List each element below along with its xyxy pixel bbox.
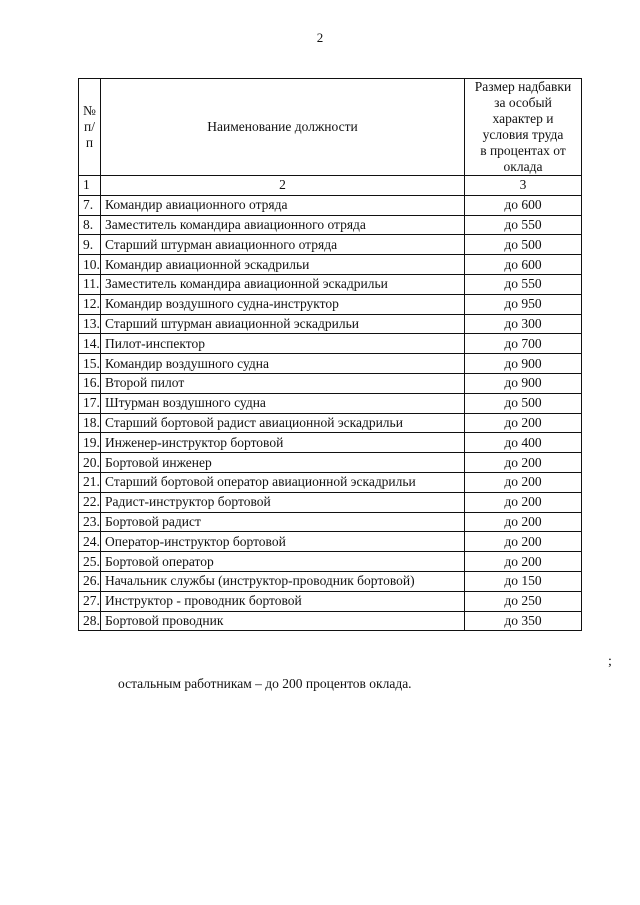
allowance-cell: до 200 (465, 413, 582, 433)
row-number-cell: 20. (79, 453, 101, 473)
header-number-cell (79, 79, 101, 176)
position-name-cell: Бортовой оператор (101, 552, 465, 572)
header-number-line: № (83, 103, 96, 118)
row-number-cell: 11. (79, 274, 101, 294)
position-name-cell: Бортовой инженер (101, 453, 465, 473)
row-number-cell: 9. (79, 235, 101, 255)
allowance-cell: до 400 (465, 433, 582, 453)
row-number-cell: 24. (79, 532, 101, 552)
table-row (79, 235, 582, 255)
position-name-cell: Командир воздушного судна (101, 354, 465, 374)
allowance-cell: до 250 (465, 591, 582, 611)
table-row (79, 373, 582, 393)
table-row (79, 571, 582, 591)
position-name-cell: Командир авиационного отряда (101, 195, 465, 215)
position-name-cell: Штурман воздушного судна (101, 393, 465, 413)
position-name-cell: Бортовой радист (101, 512, 465, 532)
position-name-cell: Радист-инструктор бортовой (101, 492, 465, 512)
table-body (79, 195, 582, 631)
position-name-cell: Командир воздушного судна-инструктор (101, 294, 465, 314)
row-number-cell: 12. (79, 294, 101, 314)
row-number-cell: 21. (79, 472, 101, 492)
row-number-cell: 23. (79, 512, 101, 532)
allowance-cell: до 600 (465, 195, 582, 215)
allowance-cell: до 150 (465, 571, 582, 591)
table-row (79, 354, 582, 374)
table-row (79, 255, 582, 275)
row-number-cell: 10. (79, 255, 101, 275)
position-name-cell: Старший штурман авиационного отряда (101, 235, 465, 255)
row-number-cell: 13. (79, 314, 101, 334)
table-row (79, 274, 582, 294)
position-name-cell: Бортовой проводник (101, 611, 465, 631)
table-row (79, 433, 582, 453)
header-allowance-line: условия труда (482, 127, 564, 142)
table-row (79, 611, 582, 631)
allowance-cell: до 700 (465, 334, 582, 354)
table-row (79, 591, 582, 611)
allowance-cell: до 900 (465, 354, 582, 374)
table-row (79, 294, 582, 314)
allowance-cell: до 900 (465, 373, 582, 393)
row-number-cell: 28. (79, 611, 101, 631)
row-number-cell: 27. (79, 591, 101, 611)
allowance-cell: до 200 (465, 512, 582, 532)
row-number-cell: 16. (79, 373, 101, 393)
header-allowance-line: оклада (503, 159, 543, 174)
allowance-cell: до 200 (465, 492, 582, 512)
table-row (79, 413, 582, 433)
header-allowance-line: Размер надбавки (474, 79, 572, 94)
position-name-cell: Инструктор - проводник бортовой (101, 591, 465, 611)
row-number-cell: 8. (79, 215, 101, 235)
table-row (79, 472, 582, 492)
page-number: 2 (316, 30, 324, 45)
allowance-cell: до 950 (465, 294, 582, 314)
position-name-cell: Командир авиационной эскадрильи (101, 255, 465, 275)
allowance-cell: до 550 (465, 215, 582, 235)
row-number-cell: 14. (79, 334, 101, 354)
row-number-cell: 15. (79, 354, 101, 374)
row-number-cell: 18. (79, 413, 101, 433)
table-row (79, 314, 582, 334)
allowance-cell: до 200 (465, 532, 582, 552)
table-row (79, 453, 582, 473)
position-name-cell: Заместитель командира авиационной эскадрильи (101, 274, 465, 294)
positions-table (78, 78, 582, 631)
position-name-cell: Начальник службы (инструктор-проводник бортовой) (101, 571, 465, 591)
header-allowance-line: в процентах от (480, 143, 566, 158)
row-number-cell: 25. (79, 552, 101, 572)
row-number-cell: 17. (79, 393, 101, 413)
position-name-cell: Второй пилот (101, 373, 465, 393)
position-name-cell: Старший штурман авиационной эскадрильи (101, 314, 465, 334)
position-name-cell: Заместитель командира авиационного отряда (101, 215, 465, 235)
table-row (79, 532, 582, 552)
position-name-cell: Старший бортовой оператор авиационной эскадрильи (101, 472, 465, 492)
table-row (79, 552, 582, 572)
allowance-cell: до 200 (465, 552, 582, 572)
table-header-row (79, 79, 582, 176)
header-allowance-line: за особый (494, 95, 552, 110)
column-index-cell: 2 (101, 176, 465, 196)
position-name-cell: Оператор-инструктор бортовой (101, 532, 465, 552)
allowance-cell: до 350 (465, 611, 582, 631)
column-index-cell: 1 (79, 176, 101, 196)
trailing-semicolon: ; (608, 654, 612, 669)
position-name-cell: Пилот-инспектор (101, 334, 465, 354)
header-allowance-cell (465, 79, 582, 176)
allowance-cell: до 600 (465, 255, 582, 275)
allowance-cell: до 550 (465, 274, 582, 294)
row-number-cell: 26. (79, 571, 101, 591)
allowance-cell: до 200 (465, 453, 582, 473)
column-index-row (79, 176, 582, 196)
row-number-cell: 22. (79, 492, 101, 512)
position-name-cell: Старший бортовой радист авиационной эскадрильи (101, 413, 465, 433)
allowance-cell: до 200 (465, 472, 582, 492)
table-row (79, 393, 582, 413)
row-number-cell: 7. (79, 195, 101, 215)
allowance-cell: до 500 (465, 393, 582, 413)
position-name-cell: Инженер-инструктор бортовой (101, 433, 465, 453)
column-index-cell: 3 (465, 176, 582, 196)
allowance-cell: до 300 (465, 314, 582, 334)
allowance-cell: до 500 (465, 235, 582, 255)
table-row (79, 195, 582, 215)
table-row (79, 215, 582, 235)
header-position-name: Наименование должности (101, 79, 465, 176)
table-row (79, 492, 582, 512)
header-number-line: п/п (84, 119, 95, 150)
table-row (79, 512, 582, 532)
row-number-cell: 19. (79, 433, 101, 453)
table-row (79, 334, 582, 354)
footer-text: остальным работникам – до 200 процентов оклада. (118, 676, 412, 691)
header-allowance-line: характер и (492, 111, 554, 126)
